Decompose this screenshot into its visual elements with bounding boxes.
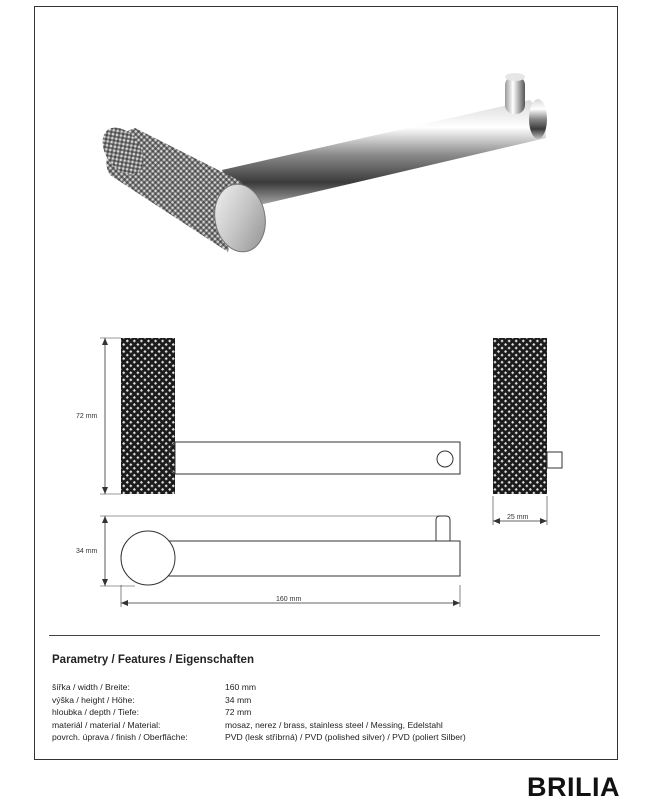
param-label: šířka / width / Breite: [52,682,130,692]
param-value: 160 mm [225,682,257,692]
features-title: Parametry / Features / Eigenschaften [52,654,254,666]
dim-depth-label: 34 mm [76,548,98,555]
param-value: 72 mm [225,707,252,718]
section-divider [49,635,600,636]
param-label: materiál / material / Material: [52,719,161,730]
param-value: mosaz, nerez / brass, stainless steel / Messing, Edelstahl [225,719,443,730]
param-value: PVD (lesk stříbrná) / PVD (polished silver) / PVD (poliert Silber) [225,732,466,743]
side-view [493,338,562,525]
param-label: povrch. úprava / finish / Oberfläche: [52,732,188,743]
param-label: výška / height / Höhe: [52,694,135,705]
front-view [76,338,460,494]
top-view [76,516,460,607]
param-label: hloubka / depth / Tiefe: [52,707,139,718]
dim-side-label: 25 mm [507,514,529,521]
dim-height-label: 72 mm [76,413,98,420]
brand-logo: BRILIA [527,772,620,802]
dim-width-label: 160 mm [276,596,302,603]
param-value: 34 mm [225,694,252,705]
